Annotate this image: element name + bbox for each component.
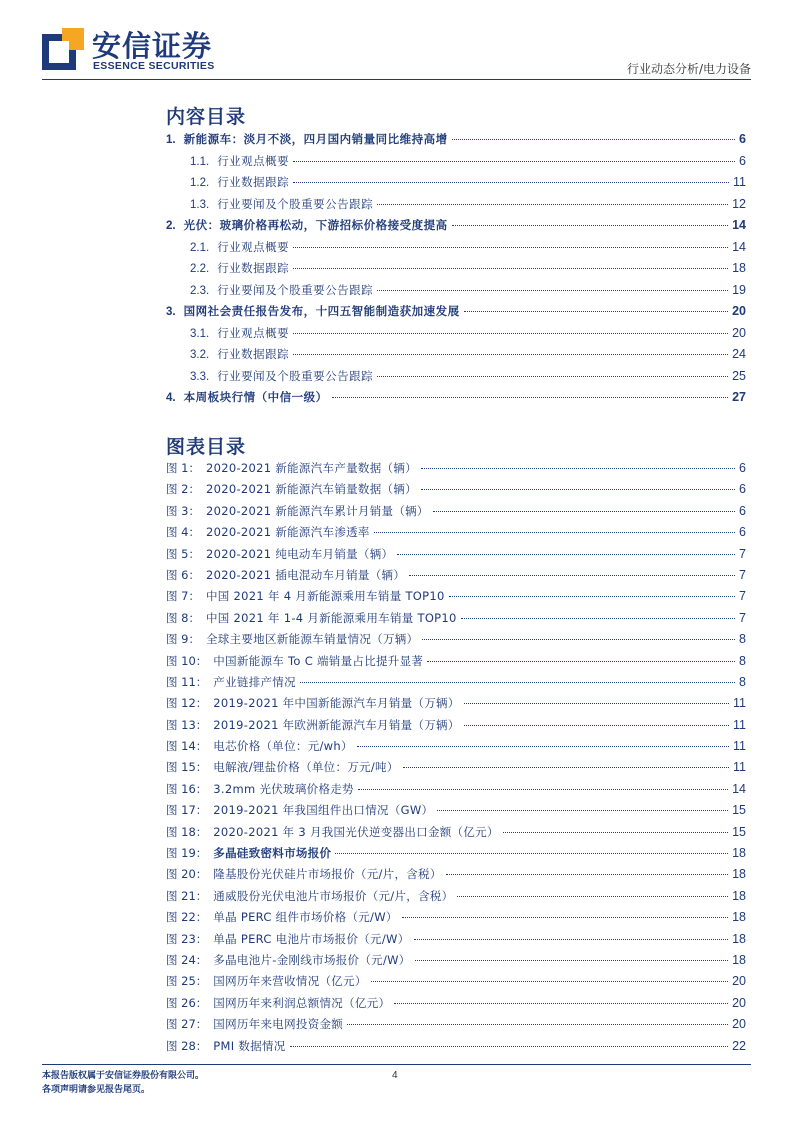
- figure-entry-label: 图 6：: [166, 567, 200, 582]
- figure-entry-page: 11: [733, 717, 746, 732]
- figure-entry[interactable]: [166, 460, 746, 481]
- leader-dots: [394, 1003, 728, 1004]
- toc-entry-number: 4.: [166, 392, 176, 404]
- figure-entry-page: 7: [739, 589, 746, 604]
- figure-entry-text: 2019-2021 年欧洲新能源汽车月销量（万辆）: [213, 717, 460, 732]
- leader-dots: [415, 960, 729, 961]
- figure-entry-text: 2020-2021 年 3 月我国光伏逆变器出口金额（亿元）: [213, 824, 499, 839]
- toc-entry[interactable]: [166, 368, 746, 390]
- figure-entry-text: 单晶 PERC 电池片市场报价（元/W）: [213, 931, 410, 946]
- leader-dots: [293, 333, 728, 334]
- figure-entry[interactable]: [166, 781, 746, 802]
- figure-entry-text: 国网历年来利润总额情况（亿元）: [213, 995, 391, 1010]
- toc-entry[interactable]: [166, 131, 746, 153]
- figure-entry-label: 图 22：: [166, 910, 208, 925]
- figure-entry[interactable]: [166, 567, 746, 588]
- leader-dots: [409, 575, 735, 576]
- leader-dots: [464, 725, 729, 726]
- leader-dots: [427, 661, 735, 662]
- figure-entry-label: 图 18：: [166, 824, 208, 839]
- toc-entry[interactable]: [166, 282, 746, 304]
- figure-entry-page: 8: [739, 653, 746, 668]
- toc-title: 内容目录: [166, 106, 247, 128]
- toc-entry-number: 2.2.: [190, 263, 210, 275]
- toc-entry-page: 27: [732, 390, 746, 404]
- toc-entry-text: 行业观点概要: [217, 325, 290, 340]
- figure-entry[interactable]: [166, 481, 746, 502]
- toc-entry-page: 6: [739, 153, 746, 168]
- toc-entry-text: 行业数据跟踪: [217, 175, 290, 189]
- figure-entry-page: 18: [732, 846, 746, 861]
- leader-dots: [293, 182, 729, 183]
- figure-entry-text: 2020-2021 新能源汽车渗透率: [205, 525, 370, 540]
- figure-entry-page: 15: [732, 824, 746, 839]
- leader-dots: [290, 1046, 728, 1047]
- figure-entry-label: 图 13：: [166, 717, 208, 732]
- figure-entry[interactable]: [166, 1038, 746, 1059]
- leader-dots: [358, 789, 728, 790]
- footer-line-2: 各项声明请参见报告尾页。: [42, 1085, 151, 1095]
- figure-entry-page: 20: [732, 995, 746, 1010]
- figure-entry-text: 多晶硅致密料市场报价: [213, 846, 332, 861]
- essence-logo-icon: [42, 28, 84, 70]
- figure-entry[interactable]: [166, 845, 746, 866]
- toc-entry-number: 3.2.: [190, 349, 210, 361]
- figure-entry-page: 11: [733, 696, 746, 711]
- leader-dots: [421, 468, 735, 469]
- figure-entry-text: 全球主要地区新能源车销量情况（万辆）: [205, 632, 419, 647]
- header-divider: [42, 79, 751, 80]
- figure-entry-text: 2020-2021 新能源汽车累计月销量（辆）: [205, 503, 429, 518]
- leader-dots: [422, 639, 735, 640]
- figure-entry-text: 电芯价格（单位：元/wh）: [213, 739, 353, 754]
- leader-dots: [377, 204, 728, 205]
- leader-dots: [293, 247, 728, 248]
- figure-entry-text: 产业链排产情况: [213, 674, 296, 689]
- leader-dots: [452, 139, 735, 140]
- leader-dots: [461, 618, 735, 619]
- figure-entry-label: 图 23：: [166, 931, 208, 946]
- footer-divider: [42, 1064, 751, 1065]
- figure-entry-page: 6: [739, 482, 746, 497]
- toc-entry-page: 14: [732, 218, 746, 232]
- figure-entry-text: 隆基股份光伏硅片市场报价（元/片，含税）: [213, 867, 442, 882]
- leader-dots: [374, 532, 735, 533]
- table-of-contents: [166, 131, 746, 411]
- leader-dots: [433, 511, 735, 512]
- figure-entry[interactable]: [166, 866, 746, 887]
- figure-entry-page: 18: [732, 867, 746, 882]
- toc-entry-page: 25: [732, 368, 746, 383]
- figure-entry-text: 中国 2021 年 4 月新能源乘用车销量 TOP10: [205, 589, 445, 604]
- toc-entry-text: 国网社会责任报告发布，十四五智能制造获加速发展: [183, 304, 460, 318]
- leader-dots: [452, 225, 729, 226]
- figure-entry-text: 中国新能源车 To C 端销量占比提升显著: [213, 653, 424, 668]
- toc-entry-page: 11: [733, 175, 746, 189]
- leader-dots: [377, 290, 728, 291]
- leader-dots: [464, 703, 729, 704]
- toc-entry-number: 2.3.: [190, 284, 210, 297]
- toc-entry-text: 光伏：玻璃价格再松动，下游招标价格接受度提高: [183, 218, 448, 232]
- figure-entry-page: 14: [732, 781, 746, 796]
- figure-entry-page: 8: [739, 632, 746, 647]
- leader-dots: [446, 874, 728, 875]
- leader-dots: [347, 1024, 728, 1025]
- toc-entry[interactable]: [166, 303, 746, 325]
- toc-entry-number: 3.: [166, 306, 176, 318]
- figure-entry-label: 图 17：: [166, 803, 208, 818]
- figure-entry-page: 18: [732, 888, 746, 903]
- figure-entry-label: 图 1：: [166, 461, 200, 475]
- figure-entry[interactable]: [166, 503, 746, 524]
- figure-entry[interactable]: [166, 995, 746, 1016]
- figure-entry[interactable]: [166, 610, 746, 631]
- figure-entry-text: 通威股份光伏电池片市场报价（元/片，含税）: [213, 888, 454, 903]
- figure-entry-label: 图 24：: [166, 952, 208, 967]
- figure-entry-page: 15: [732, 803, 746, 818]
- figure-entry-page: 7: [739, 546, 746, 561]
- figure-entry[interactable]: [166, 888, 746, 909]
- toc-entry-text: 行业数据跟踪: [217, 261, 290, 275]
- figure-entry-text: 多晶电池片-金刚线市场报价（元/W）: [213, 952, 411, 967]
- toc-entry[interactable]: [166, 217, 746, 239]
- figure-entry-text: 2020-2021 插电混动车月销量（辆）: [205, 567, 406, 582]
- toc-entry-text: 行业要闻及个股重要公告跟踪: [217, 368, 374, 383]
- figure-entry-label: 图 12：: [166, 696, 208, 711]
- toc-entry[interactable]: [166, 260, 746, 282]
- leader-dots: [503, 832, 728, 833]
- figure-entry[interactable]: [166, 524, 746, 545]
- figure-entry-label: 图 15：: [166, 760, 208, 775]
- toc-entry[interactable]: [166, 174, 746, 196]
- figure-entry-text: PMI 数据情况: [213, 1038, 286, 1053]
- figure-entry-text: 单晶 PERC 组件市场价格（元/W）: [213, 910, 398, 925]
- figure-entry-text: 2020-2021 新能源汽车销量数据（辆）: [205, 482, 417, 497]
- toc-entry-text: 本周板块行情（中信一级）: [183, 390, 328, 404]
- toc-entry-number: 1.: [166, 134, 176, 146]
- figure-entry-label: 图 11：: [166, 674, 208, 689]
- figures-title: 图表目录: [166, 436, 247, 458]
- leader-dots: [332, 397, 729, 398]
- figure-entry-text: 2020-2021 新能源汽车产量数据（辆）: [205, 461, 417, 475]
- figure-entry[interactable]: [166, 546, 746, 567]
- toc-entry-page: 20: [732, 325, 746, 340]
- toc-entry-page: 19: [732, 282, 746, 297]
- toc-entry-page: 24: [732, 347, 746, 361]
- toc-entry-page: 6: [739, 132, 746, 146]
- leader-dots: [437, 810, 728, 811]
- figure-entry-page: 22: [732, 1038, 746, 1053]
- figure-entry-label: 图 27：: [166, 1017, 208, 1032]
- figure-list: [166, 460, 746, 1059]
- figure-entry-text: 电解液/锂盐价格（单位：万元/吨）: [213, 760, 399, 775]
- figure-entry-label: 图 20：: [166, 867, 208, 882]
- figure-entry-text: 国网历年来营收情况（亿元）: [213, 974, 367, 989]
- toc-entry-text: 新能源车：淡月不淡，四月国内销量同比维持高增: [183, 132, 448, 146]
- toc-entry-text: 行业数据跟踪: [217, 347, 290, 361]
- leader-dots: [335, 853, 728, 854]
- figure-entry-label: 图 5：: [166, 546, 200, 561]
- toc-entry-number: 2.1.: [190, 241, 210, 254]
- figure-entry[interactable]: [166, 631, 746, 652]
- figure-entry-page: 18: [732, 910, 746, 925]
- leader-dots: [414, 939, 729, 940]
- figure-entry-page: 20: [732, 974, 746, 989]
- figure-entry[interactable]: [166, 973, 746, 994]
- toc-entry-page: 20: [732, 304, 746, 318]
- figure-entry-label: 图 14：: [166, 739, 208, 754]
- toc-entry-number: 3.1.: [190, 327, 210, 340]
- figure-entry[interactable]: [166, 695, 746, 716]
- figure-entry-label: 图 2：: [166, 482, 200, 497]
- figure-entry[interactable]: [166, 653, 746, 674]
- leader-dots: [293, 268, 728, 269]
- figure-entry-label: 图 10：: [166, 653, 208, 668]
- figure-entry-label: 图 4：: [166, 525, 200, 540]
- toc-entry[interactable]: [166, 346, 746, 368]
- figure-entry[interactable]: [166, 802, 746, 823]
- toc-entry-number: 1.2.: [190, 177, 210, 189]
- toc-entry-page: 18: [732, 261, 746, 275]
- toc-entry-number: 1.3.: [190, 198, 210, 211]
- toc-entry[interactable]: [166, 153, 746, 175]
- leader-dots: [300, 682, 735, 683]
- figure-entry-text: 2020-2021 纯电动车月销量（辆）: [205, 546, 394, 561]
- toc-entry[interactable]: [166, 325, 746, 347]
- figure-entry[interactable]: [166, 909, 746, 930]
- figure-entry-text: 2019-2021 年我国组件出口情况（GW）: [213, 803, 434, 818]
- figure-entry-page: 8: [739, 674, 746, 689]
- figure-entry-label: 图 21：: [166, 888, 208, 903]
- figure-entry-label: 图 3：: [166, 503, 200, 518]
- company-name-en: ESSENCE SECURITIES: [93, 60, 215, 72]
- toc-entry-number: 3.3.: [190, 370, 210, 383]
- figure-entry-page: 6: [739, 503, 746, 518]
- figure-entry-label: 图 16：: [166, 781, 208, 796]
- leader-dots: [293, 161, 735, 162]
- toc-entry-number: 1.1.: [190, 155, 210, 168]
- figure-entry-text: 国网历年来电网投资金额: [213, 1017, 344, 1032]
- figure-entry[interactable]: [166, 1016, 746, 1037]
- figure-entry[interactable]: [166, 717, 746, 738]
- leader-dots: [357, 746, 729, 747]
- leader-dots: [377, 376, 728, 377]
- footer-line-1: 本报告版权属于安信证券股份有限公司。: [42, 1071, 205, 1081]
- figure-entry-page: 11: [733, 739, 746, 754]
- leader-dots: [402, 917, 728, 918]
- figure-entry-page: 18: [732, 931, 746, 946]
- toc-entry-number: 2.: [166, 220, 176, 232]
- figure-entry-label: 图 19：: [166, 846, 208, 861]
- leader-dots: [293, 354, 728, 355]
- figure-entry-label: 图 28：: [166, 1038, 208, 1053]
- toc-entry[interactable]: [166, 389, 746, 411]
- figure-entry[interactable]: [166, 952, 746, 973]
- figure-entry-label: 图 8：: [166, 610, 200, 625]
- toc-entry[interactable]: [166, 196, 746, 218]
- figure-entry-page: 20: [732, 1017, 746, 1032]
- leader-dots: [403, 767, 729, 768]
- report-type: 行业动态分析/电力设备: [626, 62, 751, 76]
- leader-dots: [449, 596, 735, 597]
- figure-entry-text: 3.2mm 光伏玻璃价格走势: [213, 781, 354, 796]
- toc-entry[interactable]: [166, 239, 746, 261]
- figure-entry-label: 图 25：: [166, 974, 208, 989]
- leader-dots: [421, 489, 735, 490]
- figure-entry[interactable]: [166, 931, 746, 952]
- toc-entry-text: 行业观点概要: [217, 153, 290, 168]
- figure-entry-label: 图 7：: [166, 589, 200, 604]
- footer-disclaimer: [42, 1069, 204, 1097]
- toc-entry-text: 行业要闻及个股重要公告跟踪: [217, 282, 374, 297]
- figure-entry[interactable]: [166, 824, 746, 845]
- company-name-cn: 安信证券: [92, 29, 213, 63]
- page-header: [0, 0, 793, 90]
- figure-entry-label: 图 9：: [166, 632, 200, 647]
- leader-dots: [464, 311, 729, 312]
- leader-dots: [397, 554, 735, 555]
- figure-entry-text: 2019-2021 年中国新能源汽车月销量（万辆）: [213, 696, 460, 711]
- figure-entry-page: 7: [739, 567, 746, 582]
- figure-entry-label: 图 26：: [166, 995, 208, 1010]
- toc-entry-page: 14: [732, 239, 746, 254]
- toc-entry-text: 行业要闻及个股重要公告跟踪: [217, 196, 374, 211]
- figure-entry-page: 7: [739, 610, 746, 625]
- figure-entry-page: 6: [739, 461, 746, 475]
- figure-entry[interactable]: [166, 738, 746, 759]
- toc-entry-page: 12: [732, 196, 746, 211]
- figure-entry-page: 6: [739, 525, 746, 540]
- leader-dots: [371, 981, 728, 982]
- leader-dots: [457, 896, 728, 897]
- figure-entry-text: 中国 2021 年 1-4 月新能源乘用车销量 TOP10: [205, 610, 457, 625]
- figure-entry-page: 11: [733, 760, 746, 775]
- figure-entry[interactable]: [166, 759, 746, 780]
- page-number: 4: [392, 1070, 398, 1081]
- toc-entry-text: 行业观点概要: [217, 239, 290, 254]
- figure-entry[interactable]: [166, 588, 746, 609]
- figure-entry[interactable]: [166, 674, 746, 695]
- figure-entry-page: 18: [732, 952, 746, 967]
